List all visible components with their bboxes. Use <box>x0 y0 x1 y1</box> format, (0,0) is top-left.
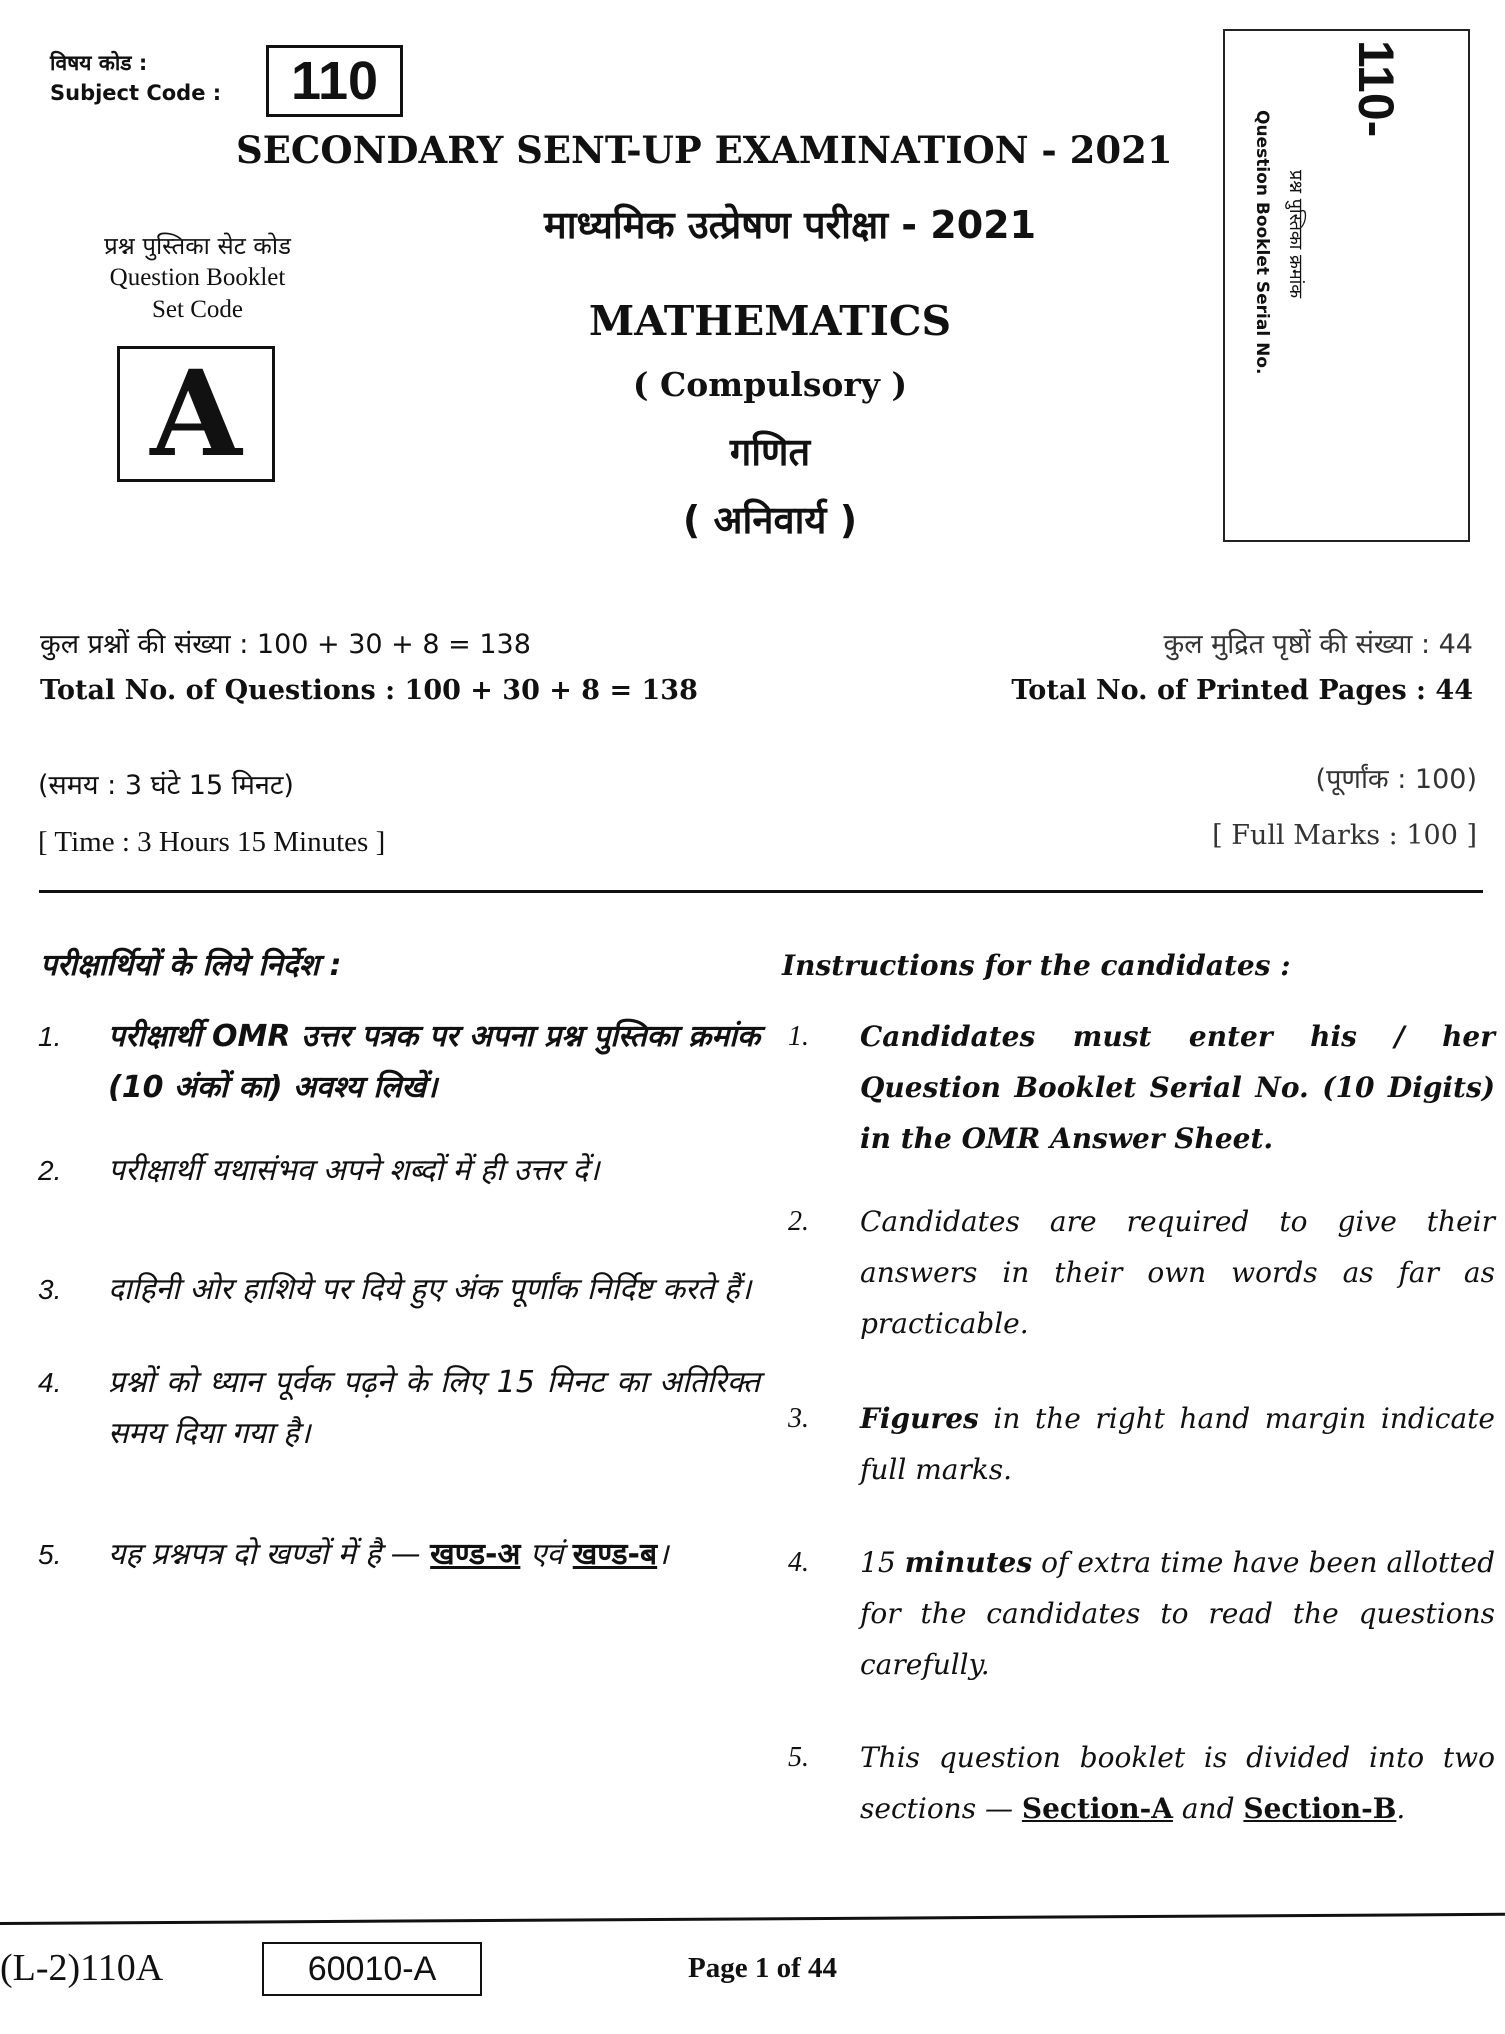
time-allowed <box>38 758 385 870</box>
instruction-item <box>780 1011 1495 1164</box>
instruction-item <box>780 1196 1495 1349</box>
item-text <box>108 1529 760 1580</box>
item-number: 4. <box>38 1367 62 1398</box>
section-a-label: Section-A <box>1021 1792 1173 1825</box>
instruction-item <box>20 1357 760 1459</box>
item-number: 4. <box>788 1547 809 1578</box>
exam-title-hindi: माध्यमिक उत्प्रेषण परीक्षा - 2021 <box>543 203 1037 247</box>
set-code-label <box>50 230 345 326</box>
item-text-bold: Figures <box>860 1402 979 1435</box>
subject-code-label <box>50 48 221 108</box>
paper-code: (L-2)110A <box>0 1947 164 1989</box>
serial-number: 110- <box>1348 40 1404 138</box>
question-count-en: Total No. of Questions : 100 + 30 + 8 = 138 <box>40 675 698 706</box>
instruction-item <box>780 1537 1495 1690</box>
item-number: 3. <box>38 1274 62 1305</box>
item-number: 1. <box>38 1021 62 1052</box>
set-code-label-en-2: Set Code <box>152 296 243 323</box>
full-marks-hindi: (पूर्णांक : 100) <box>1315 764 1477 795</box>
instructions-hindi <box>20 940 760 1612</box>
item-text: Candidates must enter his / her Question Booklet Serial No. (10 Digits) in the OMR Answer Sheet. <box>860 1020 1495 1155</box>
time-allowed-en: [ Time : 3 Hours 15 Minutes ] <box>38 826 386 858</box>
exam-title: SECONDARY SENT-UP EXAMINATION - 2021 <box>236 128 1173 172</box>
instruction-item <box>20 1529 760 1580</box>
item-text-part: . <box>1396 1792 1406 1825</box>
page-count-en: Total No. of Printed Pages : 44 <box>1011 675 1473 706</box>
item-text: प्रश्नों को ध्यान पूर्वक पढ़ने के लिए 15 मिनट का अतिरिक्त समय दिया गया है। <box>108 1365 760 1451</box>
section-b-label: खण्ड-ब <box>572 1537 658 1572</box>
divider <box>39 890 1483 893</box>
serial-label-hindi: प्रश्न पुस्तिका क्रमांक <box>1285 170 1306 299</box>
full-marks <box>1212 752 1477 864</box>
item-number: 5. <box>38 1539 62 1570</box>
item-text-part: This question booklet is divided into two sections — <box>860 1741 1495 1825</box>
instruction-item <box>20 1011 760 1113</box>
set-code-label-en-1: Question Booklet <box>109 264 286 291</box>
subject-type-hindi: ( अनिवार्य ) <box>682 498 858 542</box>
time-allowed-hindi: (समय : 3 घंटे 15 मिनट) <box>38 770 294 801</box>
item-text: Candidates are required to give their answers in their own words as far as practicable. <box>860 1205 1495 1340</box>
set-code-box: A <box>117 346 275 482</box>
item-text-part: in the right hand margin indicate full marks. <box>860 1402 1495 1486</box>
instruction-item <box>780 1732 1495 1834</box>
question-count <box>40 622 698 714</box>
page-count-hindi: कुल मुद्रित पृष्ठों की संख्या : 44 <box>1163 629 1473 660</box>
full-marks-en: [ Full Marks : 100 ] <box>1212 820 1477 851</box>
instruction-item <box>20 1145 760 1196</box>
item-text <box>860 1393 1495 1495</box>
item-number: 3. <box>788 1403 809 1434</box>
subject-title: MATHEMATICS <box>588 297 952 345</box>
subject-block <box>430 290 1110 554</box>
item-text-part: and <box>1172 1792 1244 1825</box>
instruction-item <box>20 1264 760 1315</box>
item-text <box>860 1732 1495 1834</box>
section-b-label: Section-B <box>1243 1792 1397 1825</box>
item-number: 5. <box>788 1742 809 1773</box>
item-text <box>860 1537 1495 1690</box>
item-number: 2. <box>38 1155 62 1186</box>
item-text: परीक्षार्थी OMR उत्तर पत्रक पर अपना प्रश्न पुस्तिका क्रमांक (10 अंकों का) अवश्य लिखें। <box>108 1019 760 1105</box>
set-code-label-hi: प्रश्न पुस्तिका सेट कोड <box>104 232 291 260</box>
instructions-heading-hindi: परीक्षार्थियों के लिये निर्देश : <box>40 948 342 983</box>
subject-code-box: 110 <box>266 45 403 117</box>
section-a-label: खण्ड-अ <box>430 1537 521 1572</box>
booklet-code-box: 60010-A <box>262 1942 482 1996</box>
item-number: 2. <box>788 1206 809 1237</box>
item-text: दाहिनी ओर हाशिये पर दिये हुए अंक पूर्णांक निर्दिष्ट करते हैं। <box>108 1272 752 1307</box>
footer-divider <box>0 1913 1505 1925</box>
page-count <box>1011 622 1473 714</box>
instructions-heading: Instructions for the candidates : <box>782 949 1291 982</box>
item-number: 1. <box>788 1021 809 1052</box>
item-text-part: यह प्रश्नपत्र दो खण्डों में है — <box>108 1537 431 1572</box>
item-text-part: 15 <box>860 1546 905 1579</box>
subject-title-hindi: गणित <box>729 430 811 474</box>
subject-code-label-en: Subject Code : <box>50 81 222 105</box>
item-text: परीक्षार्थी यथासंभव अपने शब्दों में ही उत्तर दें। <box>108 1153 600 1188</box>
question-count-hindi: कुल प्रश्नों की संख्या : 100 + 30 + 8 = 138 <box>40 629 531 660</box>
item-text-part: एवं <box>520 1537 573 1572</box>
serial-label: Question Booklet Serial No. <box>1252 110 1272 375</box>
instruction-item <box>780 1393 1495 1495</box>
subject-code-label-hi: विषय कोड : <box>50 51 148 75</box>
subject-type: ( Compulsory ) <box>632 365 908 404</box>
instructions-english <box>780 940 1495 1866</box>
item-text-part: । <box>657 1537 669 1572</box>
item-text-part: of extra time have been allotted for the candidates to read the questions carefully. <box>860 1546 1495 1681</box>
item-text-bold: minutes <box>904 1546 1033 1579</box>
page-number: Page 1 of 44 <box>688 1952 837 1984</box>
